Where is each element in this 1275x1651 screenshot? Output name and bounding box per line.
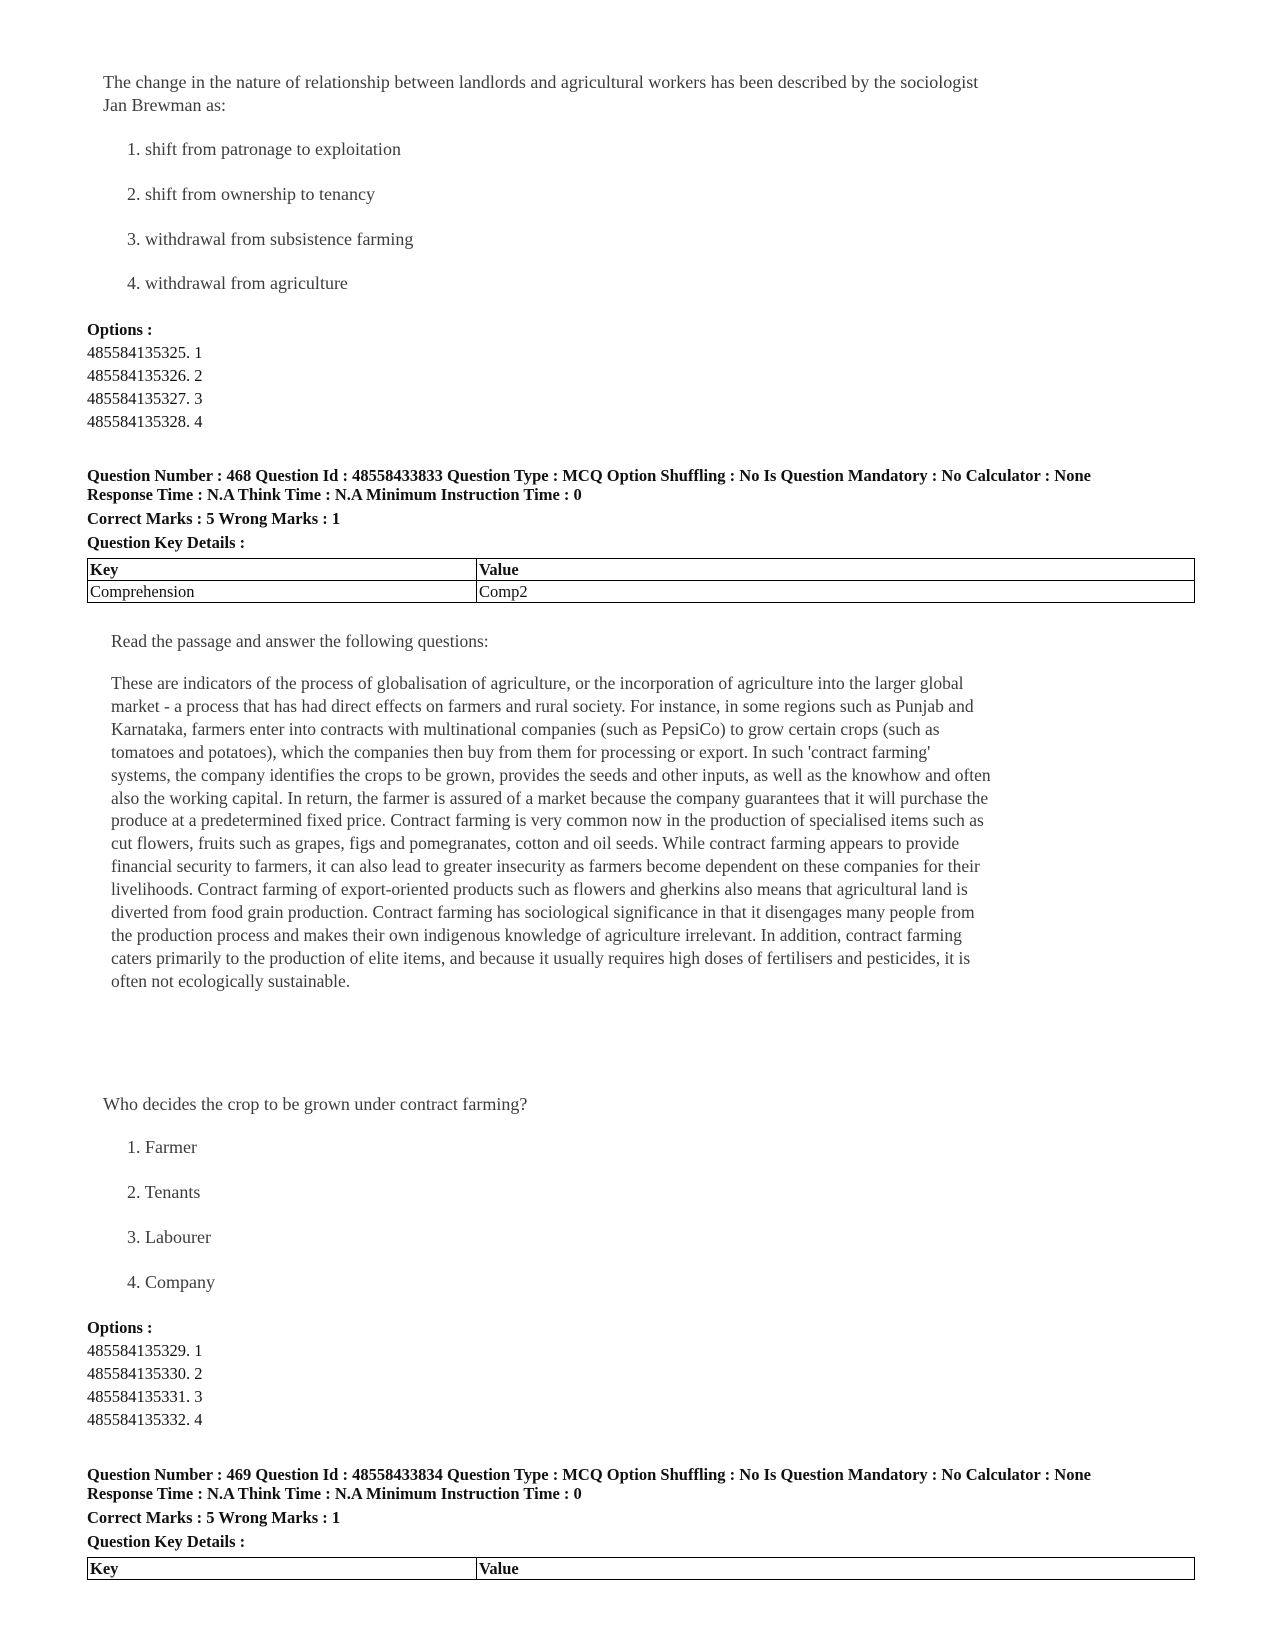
option-item: 485584135329. 1 [87,1341,203,1360]
table-header-row [88,559,1195,581]
options-section-1 [87,318,203,433]
table-cell-key: Comprehension [88,581,477,603]
choice-2: 2. Tenants [127,1182,201,1202]
table-header-row [88,1558,1195,1580]
table-cell-value: Comp2 [477,581,1195,603]
choice-1: 1. Farmer [127,1137,197,1157]
options-label: Options : [87,1318,153,1337]
table-header-key: Key [88,559,477,581]
table-header-value: Value [477,1558,1195,1580]
question-image-block-468 [103,1093,1003,1293]
option-item: 485584135332. 4 [87,1410,203,1429]
question-468-header [87,466,1091,552]
option-item: 485584135331. 3 [87,1387,203,1406]
table-header-value: Value [477,559,1195,581]
options-section-468 [87,1316,203,1431]
table-row [88,581,1195,603]
question-meta-line-1: Question Number : 469 Question Id : 48558433834 Question Type : MCQ Option Shuffling : No Is Question Mandatory : No Calculator : None [87,1465,1091,1484]
choice-4: 4. Company [127,1272,215,1292]
question-key-table [87,558,1195,603]
options-label: Options : [87,320,153,339]
question-key-details-label: Question Key Details : [87,1532,246,1551]
passage-text: These are indicators of the process of globalisation of agriculture, or the incorporation of agriculture into the larger global market - a process that has had direct effects on farmers and rural society. For instance, in some regions such as Punjab and Karnataka, farmers enter into contracts with multinational companies (such as PepsiCo) to grow certain crops (such as tomatoes and potatoes), which the companies then buy from them for processing or export. In such 'contract farming' systems, the company identifies the crops to be grown, provides the seeds and other inputs, as well as the knowhow and often also the working capital. In return, the farmer is assured of a market because the company guarantees that it will purchase the produce at a predetermined fixed price. Contract farming is very common now in the production of specialised items such as cut flowers, fruits such as grapes, figs and pomegranates, cotton and oil seeds. While contract farming appears to provide financial security to farmers, it can also lead to greater insecurity as farmers become dependent on these companies for their livelihoods. Contract farming of export-oriented products such as flowers and gherkins also means that agricultural land is diverted from food grain production. Contract farming has sociological significance in that it disengages many people from the production process and makes their own indigenous knowledge of agriculture irrelevant. In addition, contract farming caters primarily to the production of elite items, and because it usually requires high doses of fertilisers and pesticides, it is often not ecologically sustainable. [111,673,991,991]
option-item: 485584135327. 3 [87,389,203,408]
option-item: 485584135325. 1 [87,343,203,362]
question-stem: The change in the nature of relationship between landlords and agricultural workers has been described by the sociologist Jan Brewman as: [103,72,979,115]
choice-3: 3. Labourer [127,1227,211,1247]
question-marks: Correct Marks : 5 Wrong Marks : 1 [87,509,341,528]
passage-intro: Read the passage and answer the following questions: [111,631,489,651]
option-item: 485584135330. 2 [87,1364,203,1383]
question-meta-line-2: Response Time : N.A Think Time : N.A Minimum Instruction Time : 0 [87,485,582,504]
question-key-table [87,1557,1195,1580]
question-meta-line-1: Question Number : 468 Question Id : 48558433833 Question Type : MCQ Option Shuffling : No Is Question Mandatory : No Calculator : None [87,466,1091,485]
question-469-header [87,1465,1091,1551]
table-header-key: Key [88,1558,477,1580]
question-key-details-label: Question Key Details : [87,533,246,552]
choice-4: 4. withdrawal from agriculture [127,273,348,293]
question-stem: Who decides the crop to be grown under contract farming? [103,1094,528,1114]
choice-1: 1. shift from patronage to exploitation [127,139,401,159]
choice-3: 3. withdrawal from subsistence farming [127,229,414,249]
option-item: 485584135326. 2 [87,366,203,385]
question-marks: Correct Marks : 5 Wrong Marks : 1 [87,1508,341,1527]
option-item: 485584135328. 4 [87,412,203,431]
question-image-block-1 [103,71,1003,301]
question-meta-line-2: Response Time : N.A Think Time : N.A Minimum Instruction Time : 0 [87,1484,582,1503]
choice-2: 2. shift from ownership to tenancy [127,184,375,204]
